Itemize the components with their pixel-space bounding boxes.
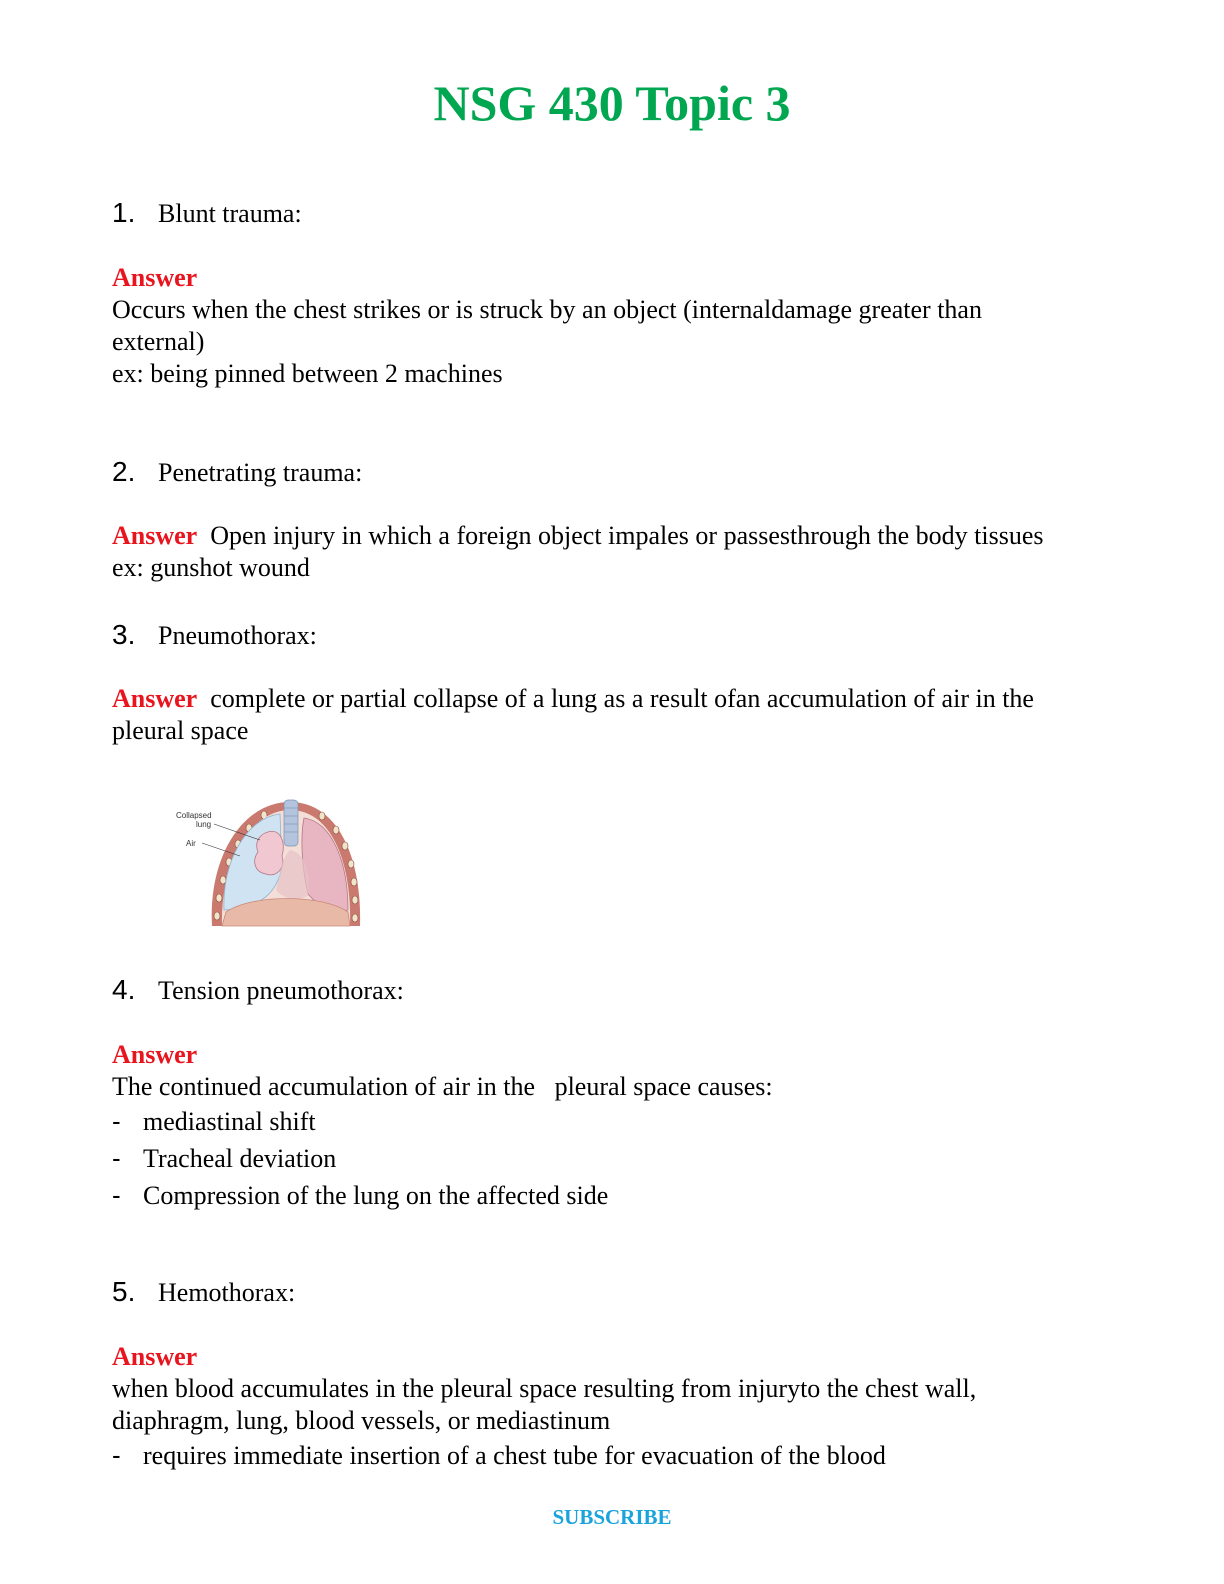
question-1: [112, 197, 302, 230]
answer-line: external): [112, 327, 205, 356]
answer-label: Answer: [112, 521, 198, 550]
subscribe-link[interactable]: SUBSCRIBE: [552, 1505, 672, 1529]
answer-line: The continued accumulation of air in the pleural space causes:: [112, 1072, 773, 1101]
bullet-item: - Compression of the lung on the affected side: [112, 1180, 609, 1210]
bullet-item: - Tracheal deviation: [112, 1143, 337, 1173]
answer-line: ex: gunshot wound: [112, 553, 310, 582]
question-number: 3.: [112, 619, 136, 650]
answer-line: when blood accumulates in the pleural space resulting from injuryto the chest wall,: [112, 1374, 977, 1403]
answer-2: [112, 520, 1122, 584]
question-2: [112, 456, 362, 489]
answer-line: Occurs when the chest strikes or is struck by an object (internaldamage greater than: [112, 295, 982, 324]
answer-text: complete or partial collapse of a lung as a result ofan accumulation of air in the: [210, 684, 1034, 713]
answer-line: pleural space: [112, 716, 249, 745]
answer-4: [112, 1039, 1122, 1214]
answer-text: Open injury in which a foreign object impales or passesthrough the body tissues: [210, 521, 1044, 550]
answer-label: Answer: [112, 1040, 198, 1069]
question-5: [112, 1276, 295, 1309]
answer-line: ex: being pinned between 2 machines: [112, 359, 503, 388]
question-text: Hemothorax:: [158, 1278, 296, 1307]
answer-1: [112, 262, 1122, 390]
answer-label: Answer: [112, 263, 198, 292]
answer-label: Answer: [112, 1342, 198, 1371]
question-text: Pneumothorax:: [158, 621, 317, 650]
figure-label-collapsed: Collapsed: [176, 811, 212, 820]
answer-3: [112, 683, 1122, 747]
question-number: 1.: [112, 197, 136, 228]
question-text: Penetrating trauma:: [158, 458, 363, 487]
answer-label: Answer: [112, 684, 198, 713]
figure-label-lung: lung: [196, 820, 212, 829]
question-4: [112, 974, 404, 1007]
figure-label-air: Air: [186, 839, 196, 848]
bullet-item: - requires immediate insertion of a chest tube for evacuation of the blood: [112, 1440, 886, 1470]
page-title: NSG 430 Topic 3: [433, 75, 791, 131]
pneumothorax-illustration: [172, 798, 362, 928]
question-3: [112, 619, 317, 652]
question-text: Blunt trauma:: [158, 199, 302, 228]
question-number: 5.: [112, 1276, 136, 1307]
question-number: 4.: [112, 974, 136, 1005]
answer-line: diaphragm, lung, blood vessels, or mediastinum: [112, 1406, 611, 1435]
question-number: 2.: [112, 456, 136, 487]
answer-5: [112, 1341, 1122, 1474]
question-text: Tension pneumothorax:: [158, 976, 404, 1005]
bullet-item: - mediastinal shift: [112, 1106, 316, 1136]
